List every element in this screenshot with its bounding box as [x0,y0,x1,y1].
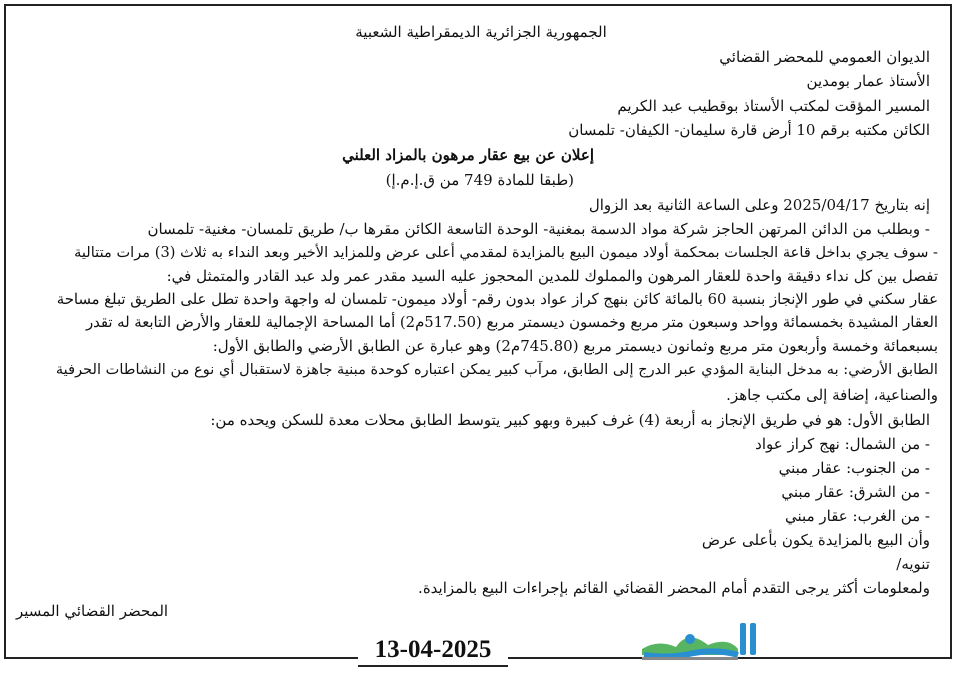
paragraph-line: والصناعية، إضافة إلى مكتب جاهز. [726,386,938,404]
boundary-north: - من الشمال: نهج كراز عواد [755,435,930,453]
paragraph-line: - وبطلب من الدائن المرتهن الحاجز شركة مواد الدسمة بمغنية- الوحدة التاسعة الكائن مقرها ب/ طريق تلمسان- مغنية- تلمسان [147,220,930,238]
announcement-title: إعلان عن بيع عقار مرهون بالمزاد العلني [342,146,594,164]
paragraph-line: الطابق الأرضي: به مدخل البناية المؤدي عبر الدرج إلى الطابق، مرآب كبير يمكن اعتباره كوحدة مبنية جاهزة لاستقبال أي نوع من النشاطات الحرفية [55,361,938,378]
interim-manager: المسير المؤقت لمكتب الأستاذ بوقطيب عبد الكريم [617,97,930,115]
newspaper-logo [638,619,762,663]
boundary-south: - من الجنوب: عقار مبني [778,459,930,477]
paragraph-line: وأن البيع بالمزايدة يكون بأعلى عرض [701,531,930,549]
paragraph-line: ولمعلومات أكثر يرجى التقدم أمام المحضر القضائي القائم بإجراءات البيع بالمزايدة. [418,579,930,597]
legal-article: (طبقا للمادة 749 من ق.إ.م.إ) [385,171,574,189]
paragraph-line: العقار المشيدة بخمسمائة وواحد وسبعون متر مربع وخمسون ديسمتر مربع (517.50م2) أما المساحة الإجمالية للعقار والأرض التابعة له تقدر [85,314,938,331]
paragraph-line: الطابق الأول: هو في طريق الإنجاز به أربعة (4) غرف كبيرة وبهو كبير يتوسط الطابق محلات معدة للسكن ويحده من: [210,411,930,429]
paragraph-line: تفصل بين كل نداء دقيقة واحدة للعقار المرهون والمملوك للمدين المحجوز عليه السيد مقدر عمر ولد عبد القادر والمتمثل في: [166,267,938,285]
paragraph-line: عقار سكني في طور الإنجاز بنسبة 60 بالمائة كائن بنهج كراز عواد بدون رقم- أولاد ميمون- تلمسان له واجهة واحدة تطل على الطريق تبلغ مساحة [56,291,938,308]
boundary-east: - من الشرق: عقار مبني [781,483,930,501]
republic-header: الجمهورية الجزائرية الديمقراطية الشعبية [355,23,607,41]
bailiff-name: الأستاذ عمار بومدين [806,72,930,90]
boundary-west: - من الغرب: عقار مبني [785,507,930,525]
paragraph-line: إنه بتاريخ 2025/04/17 وعلى الساعة الثانية بعد الزوال [588,196,930,214]
paragraph-line: - سوف يجري بداخل قاعة الجلسات بمحكمة أولاد ميمون البيع بالمزايدة لمقدمي أعلى عرض وللمزايد الأخير وبعد النداء به ثلاث (3) مرات متتالية [74,244,938,261]
newspaper-logo-icon [638,619,762,663]
office-title: الديوان العمومي للمحضر القضائي [719,48,930,66]
publication-date: 13-04-2025 [358,635,508,667]
signature: المحضر القضائي المسير [16,602,169,620]
paragraph-line: بسبعمائة وخمسة وأربعون متر مربع وثمانون ديسمتر مربع (745.80م2) وهو عبارة عن الطابق الأرضي والطابق الأول: [212,337,938,355]
office-address: الكائن مكتبه برقم 10 أرض قارة سليمان- الكيفان- تلمسان [568,121,930,139]
notice-heading: تنويه/ [896,555,930,573]
